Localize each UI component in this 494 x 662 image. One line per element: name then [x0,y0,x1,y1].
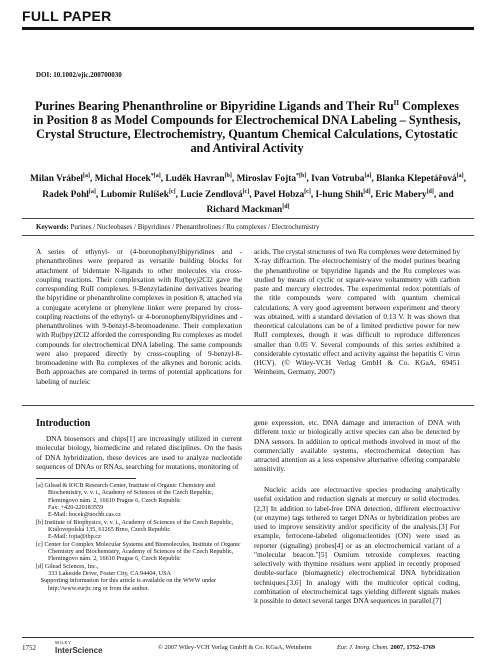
author-affiliation-mark: [c] [168,188,176,195]
author-name: Miroslav Fojta [236,174,297,185]
abstract-right-text: acids. The crystal structures of two Ru complexes were determined by X-ray diffraction. The electrochemistry of the model purines bearing the phenanthroline or bipyridine ligands and the Ru complexes was studied by means of cyclic or square-wave voltammetry with carbon paste and mercury electrodes. The experimental redox potentials of the title compounds were compared with quantum chemical calculations. A very good agreement between experiment and theory was obtained, with a standard deviation of 0.13 V. It was shown that theoretical calculations can be of a limited predictive power for new RuII complexes, though it was difficult to reproduce differences smaller than 0.05 V. Several compounds of this series exhibited a considerable cytostatic effect and activity against the hepatitis C virus (HCV). [254,247,460,367]
footnote-line: Fax: +420-220183559 [48,504,104,512]
keywords-text: Purines / Nucleobases / Bipyridines / Phenanthrolines / Ru complexes / Electrochemistry [70,223,320,231]
keywords-rule-top [22,218,474,219]
author-affiliation-mark: [a] [456,173,464,179]
doi[interactable]: DOI: 10.1002/ejic.200700030 [36,71,122,79]
footer-rule [22,637,474,638]
logo-small-text: WILEY [55,640,72,645]
author-name: Lucie Zendlová [180,189,243,200]
footnote-line: [d] Gilead Sciences, Inc., [36,562,99,570]
author-affiliation-mark: [c] [304,188,311,195]
footnote-line: Flemingovo nám. 2, 16610 Prague 6, Czech Republic [48,496,181,504]
header-rule [22,27,474,30]
interscience-logo[interactable] [55,639,103,655]
body-paragraph-2: Nucleic acids are electroactive species producing analytically useful oxidation and reduction signals at mercury or solid electrodes.[2,3] In addition to label-free DNA detection, different electroactive (or enzyme) tags tethered to target DNAs or hybridization probes are used to improve sensitivity and/or specificity of the analysis.[3] For example, ferrocene-labeled oligonucleotides (ON) were used as reporter (signaling) probes[4] or as an electrochemical variant of a "molecular beacon."[5] Osmium tetroxide complexes reacting selectively with thymine residues were applied in recently proposed double-surface (biomagnetic) electrochemical DNA hybridization techniques.[3,6] In analogy with the multicolor optical coding, combination of electrochemical tags yielding different signals makes it possible to detect several target DNA sequences in parallel.[7] [254,485,460,605]
abstract-left: A series of ethynyl- or (4-boronophenyl)bipyridines and -phenanthrolines were prepared as versatile building blocks for attachment of bidentate N-ligands to other molecules via cross-coupling reactions. Their complexation with Ru(bpy)2Cl2 gave the corresponding RuII complexes. 9-Benzyladenine derivatives bearing the bipyridine or phenanthroline complexes in position 8, attached via a conjugate acetylene or phenylene linker were prepared by cross-coupling reactions of the ethynyl- or 4-boronophenylbipyridines and -phenanthrolines with 9-benzyl-8-bromoadenine. Their complexation with Ru(bpy)2Cl2 afforded the corresponding Ru complexes as model compounds for electrochemical DNA labeling. The same compounds were also prepared directly by cross-coupling of 9-benzyl-8-bromoadenine with Ru complexes of the alkynes and boronic acids. Both approaches are compared in terms of potential applications for labeling of nucleic [36,247,242,386]
title-sup: II [393,99,400,107]
footnote-line: [b] Institute of Biophysics, v. v. i., Academy of Sciences of the Czech Republic, [36,518,234,526]
body-paragraph-1: gene expression, etc. DNA damage and interaction of DNA with different toxic or biologically active species can also be detected by DNA sensors. In addition to optical methods involved in most of the commercially available systems, electrochemical detection has attracted attention as a less expensive alternative offering comparable sensitivity. [254,418,460,474]
author-affiliation-mark: [a] [88,188,96,195]
article-title [32,96,462,155]
author-name: Blanka Klepetářová [376,174,457,185]
author-affiliation-mark: *[b] [296,173,307,179]
section-header: FULL PAPER [22,8,112,24]
footer-copyright: © 2007 Wiley-VCH Verlag GmbH & Co. KGaA, Weinheim [158,644,312,651]
intro-paragraph: DNA biosensors and chips[1] are increasingly utilized in current molecular biology, biomedicine and related disciplines. On the basis of DNA hybridization, these devices are used to analyze nucleotide sequences of DNAs or RNAs, searching for mutations, monitoring of [36,434,242,471]
author-name: and Richard Mackman [206,189,454,216]
author-name: Pavel Hobza [253,189,305,200]
author-name: Eric Mabery [375,189,427,200]
keywords-rule-bottom [22,235,474,236]
author-name: Milan Vrábel [30,174,84,185]
intro-heading: Introduction [36,418,91,429]
abstract-right [254,247,460,377]
author-name: Michal Hocek [94,174,151,185]
footer-citation [337,644,435,651]
title-main: Purines Bearing Phenanthroline or Bipyridine Ligands and Their Ru [34,99,394,114]
footnote-line: 333 Lakeside Drive, Foster City, CA 94404, USA [48,570,171,578]
footnote-line: Flemingovo nám. 2, 16610 Prague 6, Czech Republic [48,555,181,563]
footnote-line: [c] Center for Complex Molecular Systems and Biomolecules, Institute of Organic Chemistry and Biochemistry, Academy of Sciences of the Czech Republic, [36,540,241,556]
author-name: Radek Pohl [42,189,89,200]
keywords-label: Keywords: [36,223,69,231]
author-name: Luděk Havran [165,174,225,185]
footnote-line: Supporting information for this article is available on the WWW under http://www.eurjic.org or from the author. [36,577,217,592]
footnote-line: [a] Gilead & IOCB Research Center, Institute of Organic Chemistry and Biochemistry, v. v. i., Academy of Sciences of the Czech Republic, [36,482,215,497]
author-name: I-hung Shih [315,189,364,200]
abstract-rule [22,405,474,406]
author-affiliation-mark: [d] [282,204,290,211]
author-list: Milan Vrábel[a], Michal Hocek$^{*[a]}$, Luděk Havran[b], Miroslav Fojta$^{*[b]}$, Ivan Votruba[a], Blanka Klepetářová[a], Radek Pohl[a], Lubomír Rulíšek[c], Lucie Zendlová[c], Pavel Hobza[c], I-hung Shih[d], Eric Mabery[d], and Richard Mackman[d] [30,173,466,216]
footnote-rule [36,478,136,479]
journal-name: Eur. J. Inorg. Chem. [337,644,389,651]
logo-text: InterScience [55,646,103,655]
author-affiliation-mark: [d] [426,188,434,195]
author-name: Ivan Votruba [311,174,365,185]
abstract-copyright: (© Wiley-VCH Verlag GmbH & Co. KGaA, 69451 Weinheim, Germany, 2007) [254,358,461,377]
footnote-line: E-Mail: fojta@ibp.cz [48,533,101,541]
author-name: Lubomír Rulíšek [100,189,169,200]
footnotes [36,482,242,592]
page-number: 1752 [22,644,36,652]
author-affiliation-mark: [d] [363,188,371,195]
author-affiliation-mark: [a] [364,173,372,179]
author-affiliation-mark: [c] [242,188,250,195]
keywords [36,223,319,231]
author-affiliation-mark: *[a] [150,173,161,179]
footnote-line: E-Mail: hocek@uochb.cas.cz [48,511,121,519]
title-rest: Complexes in Position 8 as Model Compounds for Electrochemical DNA Labeling – Synthesis, Crystal Structure, Electrochemistry, Quantum Chemical Calculations, Cytostatic and Antiviral Activity [33,99,461,156]
author-affiliation-mark: [a] [83,173,91,179]
footnote-line: Královopolská 135, 61265 Brno, Czech Republic [48,526,171,534]
author-affiliation-mark: [b] [224,173,232,179]
citation-ref: 2007, 1752–1769 [390,644,436,651]
